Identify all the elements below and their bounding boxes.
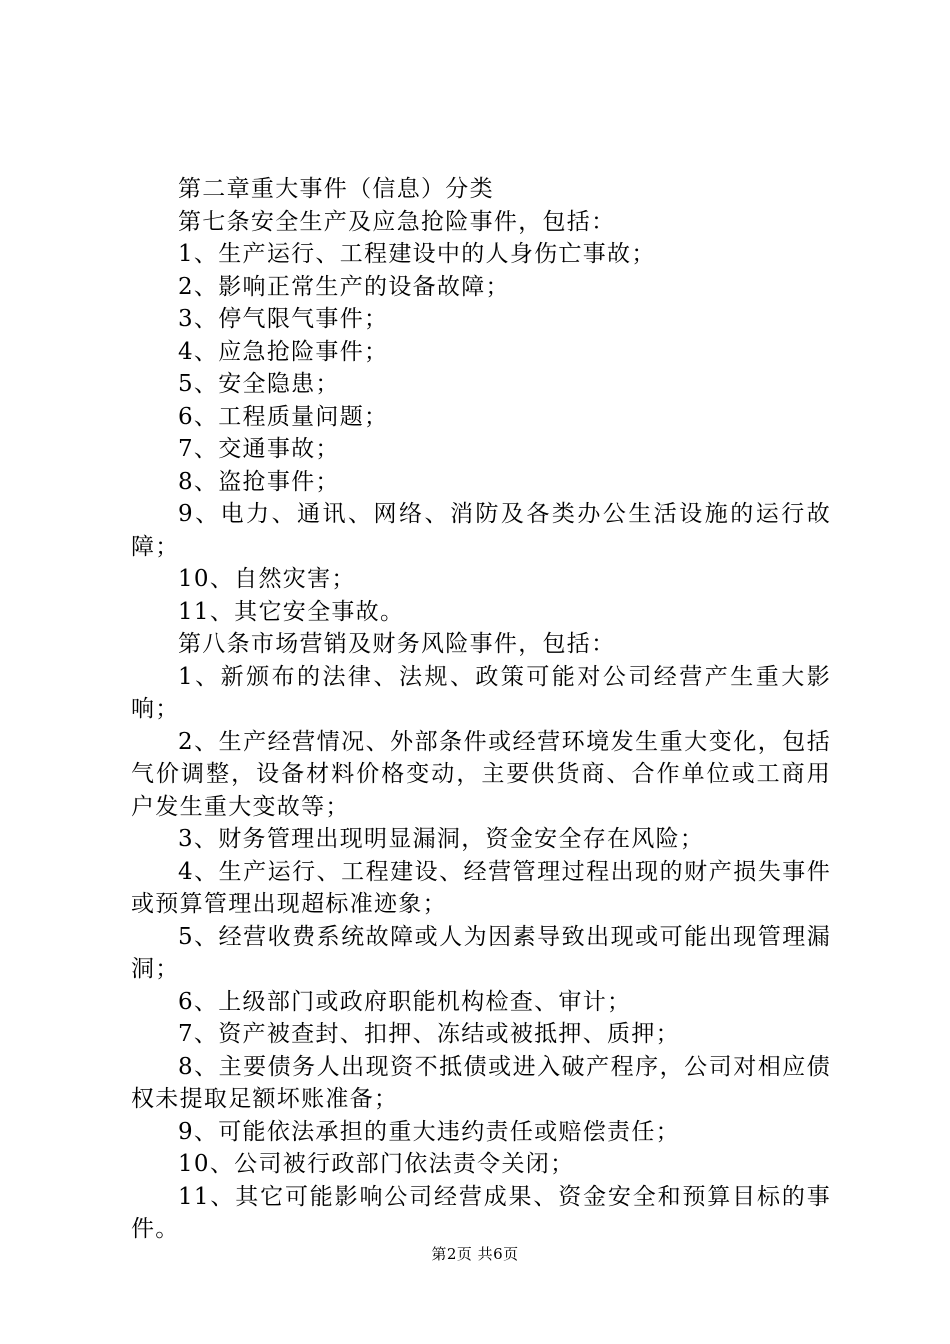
list-item: 7、资产被查封、扣押、冻结或被抵押、质押； — [178, 1021, 680, 1047]
list-item: 3、财务管理出现明显漏洞，资金安全存在风险； — [178, 826, 705, 852]
list-item: 4、应急抢险事件； — [178, 338, 389, 365]
list-item: 5、经营收费系统故障或人为因素导致出现或可能出现管理漏洞； — [131, 923, 831, 982]
page-number-footer: 第2页 共6页 — [431, 1245, 519, 1263]
list-item: 1、生产运行、工程建设中的人身伤亡事故； — [178, 241, 656, 267]
list-item: 1、新颁布的法律、法规、政策可能对公司经营产生重大影响； — [131, 663, 831, 722]
article-heading: 第八条市场营销及财务风险事件，包括： — [178, 631, 616, 657]
list-item: 4、生产运行、工程建设、经营管理过程出现的财产损失事件或预算管理出现超标准迹象； — [131, 858, 831, 917]
document-body — [131, 173, 831, 1246]
list-item: 2、影响正常生产的设备故障； — [178, 273, 510, 300]
list-item: 6、上级部门或政府职能机构检查、审计； — [178, 988, 632, 1015]
chapter-heading: 第二章重大事件（信息）分类 — [178, 176, 494, 202]
list-item: 8、主要债务人出现资不抵债或进入破产程序，公司对相应债权未提取足额坏账准备； — [131, 1053, 831, 1112]
list-item: 10、自然灾害； — [178, 566, 356, 592]
list-item: 7、交通事故； — [178, 436, 340, 462]
list-item: 10、公司被行政部门依法责令关闭； — [178, 1151, 575, 1177]
list-item: 3、停气限气事件； — [178, 306, 389, 332]
list-item: 11、其它安全事故。 — [178, 598, 405, 625]
article-heading: 第七条安全生产及应急抢险事件，包括： — [178, 208, 616, 235]
list-item: 5、安全隐患； — [178, 371, 340, 397]
list-item: 8、盗抢事件； — [178, 468, 340, 495]
list-item: 9、可能依法承担的重大违约责任或赔偿责任； — [178, 1118, 680, 1145]
list-item: 2、生产经营情况、外部条件或经营环境发生重大变化，包括气价调整，设备材料价格变动，主要供货商、合作单位或工商用户发生重大变故等； — [131, 728, 831, 820]
list-item: 6、工程质量问题； — [178, 403, 389, 430]
list-item: 9、电力、通讯、网络、消防及各类办公生活设施的运行故障； — [131, 501, 831, 560]
list-item: 11、其它可能影响公司经营成果、资金安全和预算目标的事件。 — [131, 1183, 831, 1242]
